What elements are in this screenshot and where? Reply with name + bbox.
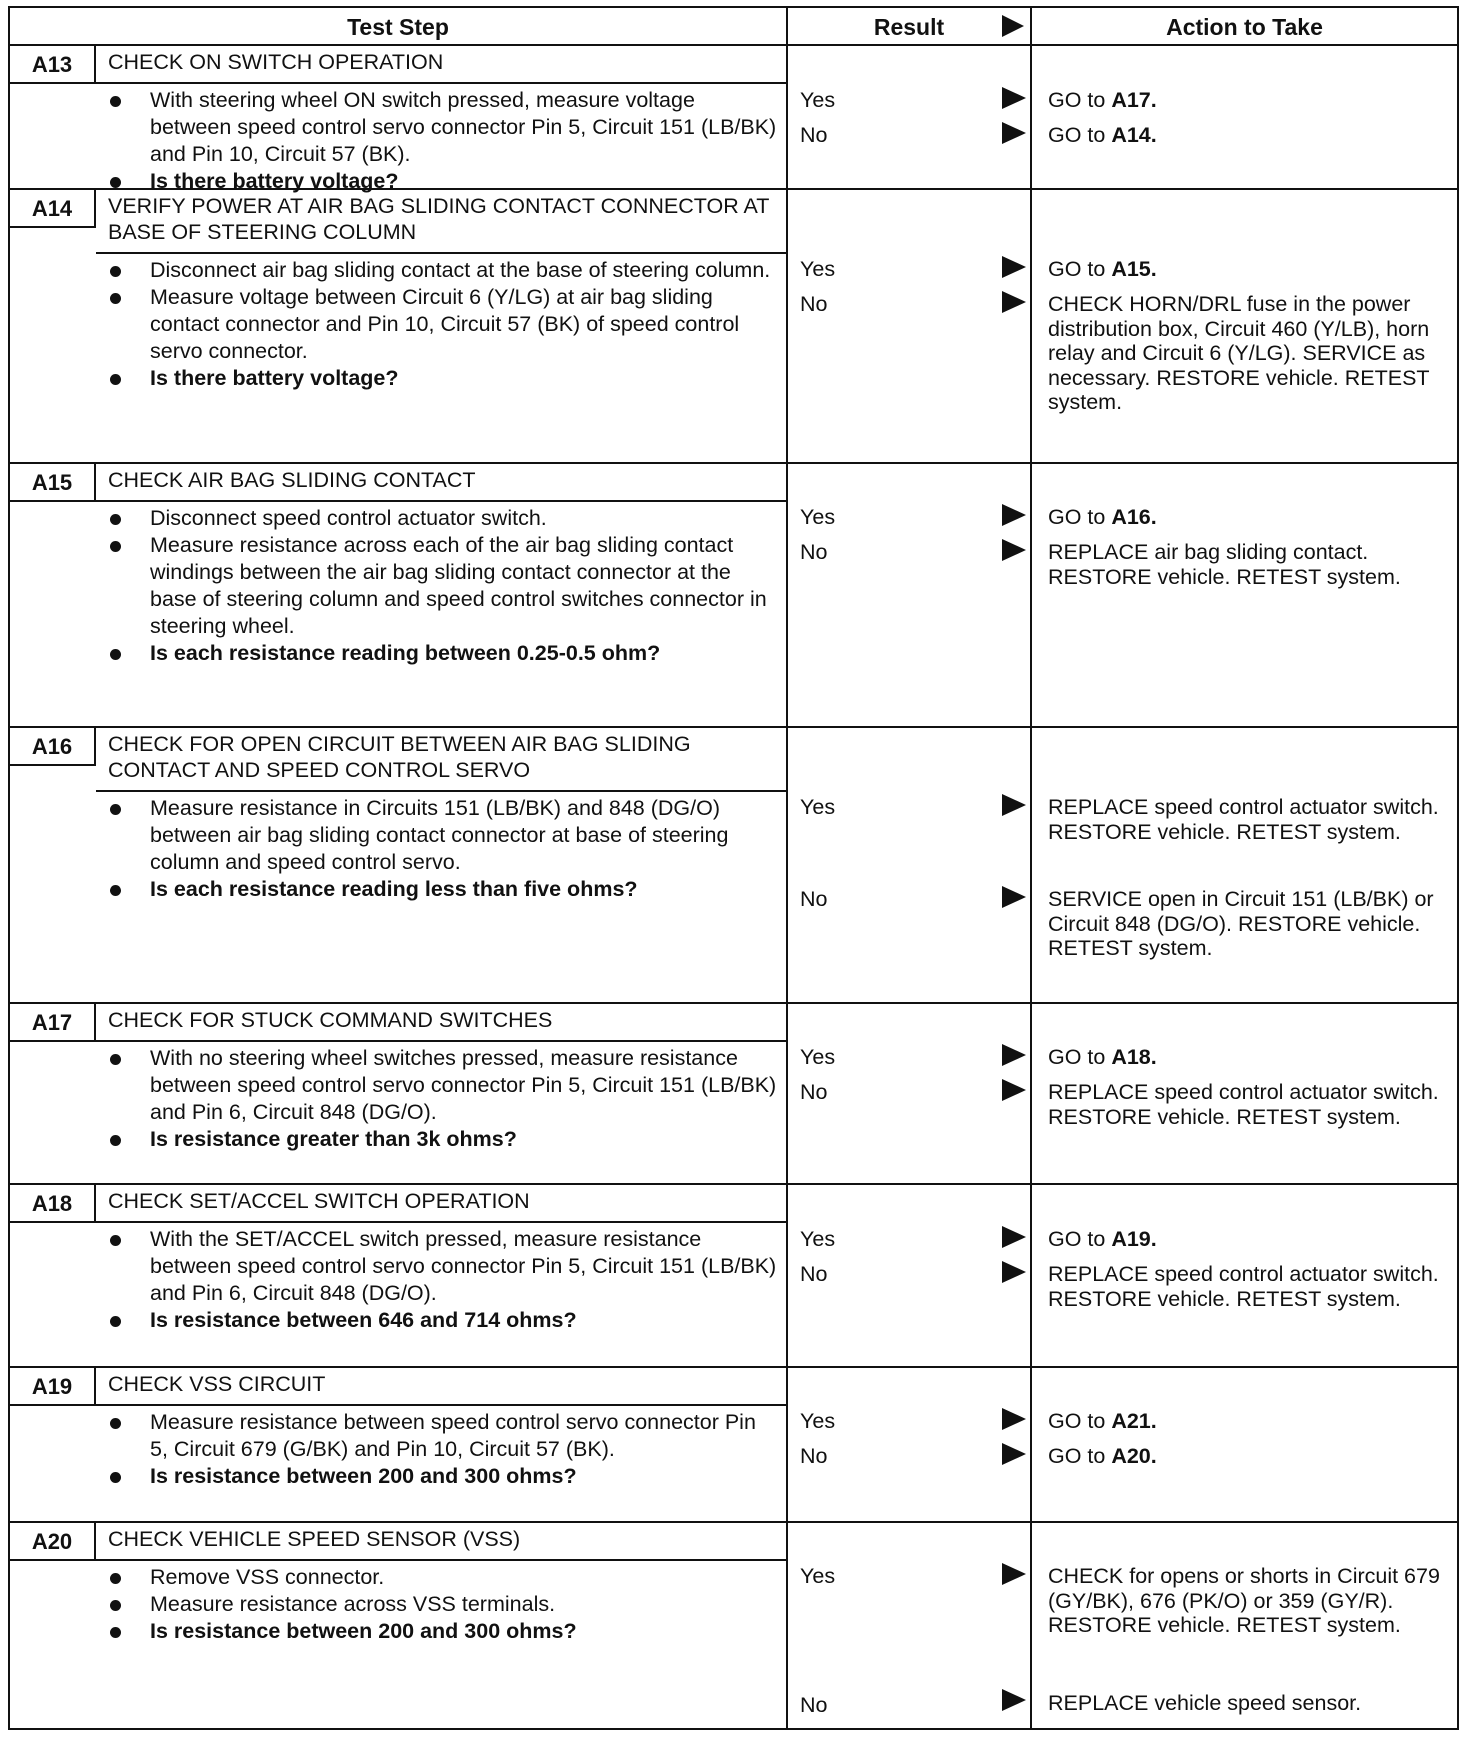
bullet-icon — [110, 177, 121, 188]
instruction-item — [10, 1564, 778, 1591]
instruction-item — [10, 257, 778, 284]
bullet-icon — [110, 96, 121, 107]
question-text: Is each resistance reading between 0.25-0.5 ohm? — [150, 641, 661, 665]
bullet-icon — [110, 885, 121, 896]
question-item — [10, 1618, 778, 1645]
action-text: GO to — [1048, 1444, 1112, 1468]
result-cell — [788, 728, 1032, 1002]
action-yes — [1048, 1227, 1455, 1252]
result-yes: Yes — [800, 1227, 836, 1251]
arrow-right-icon — [1002, 87, 1026, 109]
result-yes: Yes — [800, 88, 836, 112]
arrow-right-icon — [1002, 1408, 1026, 1430]
instruction-item — [10, 1226, 778, 1307]
action-no — [1048, 292, 1455, 415]
result-no: No — [800, 540, 828, 564]
instruction-text: With steering wheel ON switch pressed, measure voltage between speed control servo connector Pin 5, Circuit 151 (LB/BK) and Pin 10, Circuit 57 (BK). — [150, 88, 777, 166]
arrow-right-icon — [1002, 504, 1026, 526]
result-no: No — [800, 1693, 828, 1717]
step-instructions — [10, 1226, 778, 1334]
action-yes — [1048, 1045, 1455, 1070]
instruction-text: Measure resistance across VSS terminals. — [150, 1592, 556, 1616]
action-ref: A16. — [1111, 505, 1157, 529]
arrow-right-icon — [1002, 122, 1026, 144]
bullet-icon — [110, 293, 121, 304]
action-text: GO to — [1048, 88, 1112, 112]
arrow-right-icon — [1002, 1044, 1026, 1066]
step-cell — [10, 1185, 788, 1366]
instruction-text: With no steering wheel switches pressed, measure resistance between speed control servo connector Pin 5, Circuit 151 (LB/BK) and Pin 6, Circuit 848 (DG/O). — [150, 1046, 777, 1124]
instruction-item — [10, 1045, 778, 1126]
action-text: REPLACE speed control actuator switch. RESTORE vehicle. RETEST system. — [1048, 795, 1439, 844]
action-ref: A21. — [1111, 1409, 1157, 1433]
result-yes: Yes — [800, 505, 836, 529]
header-test-step: Test Step — [10, 8, 788, 46]
arrow-right-icon — [1002, 1261, 1026, 1283]
arrow-right-icon — [1002, 794, 1026, 816]
action-ref: A19. — [1111, 1227, 1157, 1251]
action-ref: A20. — [1111, 1444, 1157, 1468]
action-cell — [1032, 728, 1457, 1002]
action-cell — [1032, 46, 1457, 188]
action-yes — [1048, 88, 1455, 113]
action-ref: A15. — [1111, 257, 1157, 281]
question-text: Is there battery voltage? — [150, 169, 399, 193]
step-cell — [10, 190, 788, 462]
result-cell — [788, 1004, 1032, 1183]
question-item — [10, 640, 778, 667]
action-no — [1048, 1691, 1455, 1716]
step-instructions — [10, 1409, 778, 1490]
header-result — [788, 8, 1032, 46]
instruction-item — [10, 1591, 778, 1618]
question-text: Is resistance between 200 and 300 ohms? — [150, 1464, 577, 1488]
bullet-icon — [110, 1600, 121, 1611]
action-no — [1048, 1080, 1455, 1129]
action-yes — [1048, 795, 1455, 844]
arrow-right-icon — [1002, 15, 1024, 37]
step-id: A17 — [10, 1004, 96, 1042]
step-title: CHECK FOR OPEN CIRCUIT BETWEEN AIR BAG SLIDING CONTACT AND SPEED CONTROL SERVO — [96, 728, 786, 792]
step-row-a14 — [10, 190, 1457, 464]
action-text: GO to — [1048, 123, 1112, 147]
step-instructions — [10, 795, 778, 903]
question-item — [10, 1307, 778, 1334]
bullet-icon — [110, 514, 121, 525]
result-cell — [788, 190, 1032, 462]
action-text: GO to — [1048, 1045, 1112, 1069]
result-yes: Yes — [800, 1564, 836, 1588]
step-id: A20 — [10, 1523, 96, 1561]
action-text: GO to — [1048, 505, 1112, 529]
question-text: Is resistance between 200 and 300 ohms? — [150, 1619, 577, 1643]
action-ref: A18. — [1111, 1045, 1157, 1069]
question-item — [10, 1463, 778, 1490]
bullet-icon — [110, 1235, 121, 1246]
result-cell — [788, 464, 1032, 726]
bullet-icon — [110, 1472, 121, 1483]
bullet-icon — [110, 1627, 121, 1638]
action-text: REPLACE speed control actuator switch. RESTORE vehicle. RETEST system. — [1048, 1080, 1439, 1129]
action-cell — [1032, 1368, 1457, 1521]
step-row-a15 — [10, 464, 1457, 728]
action-text: SERVICE open in Circuit 151 (LB/BK) or Circuit 848 (DG/O). RESTORE vehicle. RETEST system. — [1048, 887, 1434, 960]
action-text: REPLACE air bag sliding contact. RESTORE vehicle. RETEST system. — [1048, 540, 1401, 589]
step-cell — [10, 1004, 788, 1183]
result-no: No — [800, 292, 828, 316]
question-item — [10, 876, 778, 903]
action-ref: A14. — [1111, 123, 1157, 147]
bullet-icon — [110, 1418, 121, 1429]
step-cell — [10, 464, 788, 726]
step-id: A19 — [10, 1368, 96, 1406]
step-instructions — [10, 87, 778, 195]
question-text: Is resistance greater than 3k ohms? — [150, 1127, 517, 1151]
step-cell — [10, 728, 788, 1002]
instruction-item — [10, 532, 778, 640]
arrow-right-icon — [1002, 539, 1026, 561]
question-text: Is resistance between 646 and 714 ohms? — [150, 1308, 577, 1332]
action-cell — [1032, 1004, 1457, 1183]
bullet-icon — [110, 649, 121, 660]
step-row-a16 — [10, 728, 1457, 1004]
question-text: Is there battery voltage? — [150, 366, 399, 390]
step-id: A18 — [10, 1185, 96, 1223]
action-no — [1048, 1444, 1455, 1469]
bullet-icon — [110, 804, 121, 815]
instruction-item — [10, 505, 778, 532]
result-no: No — [800, 123, 828, 147]
step-cell — [10, 1523, 788, 1728]
instruction-text: Disconnect air bag sliding contact at the base of steering column. — [150, 258, 771, 282]
action-no — [1048, 1262, 1455, 1311]
instruction-text: Disconnect speed control actuator switch. — [150, 506, 547, 530]
result-no: No — [800, 1444, 828, 1468]
step-id: A16 — [10, 728, 96, 766]
step-title: CHECK SET/ACCEL SWITCH OPERATION — [96, 1185, 786, 1223]
result-yes: Yes — [800, 257, 836, 281]
step-cell — [10, 46, 788, 193]
question-item — [10, 1126, 778, 1153]
header-action: Action to Take — [1032, 8, 1457, 46]
action-cell — [1032, 190, 1457, 462]
result-yes: Yes — [800, 1409, 836, 1433]
bullet-icon — [110, 1316, 121, 1327]
result-cell — [788, 1185, 1032, 1366]
arrow-right-icon — [1002, 1226, 1026, 1248]
arrow-right-icon — [1002, 1079, 1026, 1101]
action-text: REPLACE speed control actuator switch. RESTORE vehicle. RETEST system. — [1048, 1262, 1439, 1311]
step-id: A14 — [10, 190, 96, 228]
instruction-item — [10, 795, 778, 876]
action-ref: A17. — [1111, 88, 1157, 112]
instruction-item — [10, 87, 778, 168]
action-cell — [1032, 464, 1457, 726]
action-cell — [1032, 1185, 1457, 1366]
instruction-text: Measure voltage between Circuit 6 (Y/LG) at air bag sliding contact connector and Pin 10, Circuit 57 (BK) of speed control servo connector. — [150, 285, 740, 363]
action-text: REPLACE vehicle speed sensor. — [1048, 1691, 1362, 1715]
step-row-a17 — [10, 1004, 1457, 1185]
step-instructions — [10, 1564, 778, 1645]
step-title: CHECK AIR BAG SLIDING CONTACT — [96, 464, 786, 502]
step-title: CHECK ON SWITCH OPERATION — [96, 46, 786, 84]
result-no: No — [800, 1080, 828, 1104]
bullet-icon — [110, 374, 121, 385]
step-row-a20 — [10, 1523, 1457, 1728]
header-result-label: Result — [873, 14, 945, 40]
action-cell — [1032, 1523, 1457, 1728]
step-title: CHECK VSS CIRCUIT — [96, 1368, 786, 1406]
arrow-right-icon — [1002, 291, 1026, 313]
diagnostic-table — [8, 6, 1459, 1730]
action-no — [1048, 887, 1455, 961]
step-title: CHECK VEHICLE SPEED SENSOR (VSS) — [96, 1523, 786, 1561]
bullet-icon — [110, 1135, 121, 1146]
instruction-text: Remove VSS connector. — [150, 1565, 385, 1589]
result-cell — [788, 1523, 1032, 1728]
step-title: CHECK FOR STUCK COMMAND SWITCHES — [96, 1004, 786, 1042]
bullet-icon — [110, 1573, 121, 1584]
instruction-text: Measure resistance in Circuits 151 (LB/BK) and 848 (DG/O) between air bag sliding contact connector at base of steering column and speed control servo. — [150, 796, 729, 874]
action-yes — [1048, 1564, 1455, 1638]
result-cell — [788, 1368, 1032, 1521]
result-no: No — [800, 887, 828, 911]
question-text: Is each resistance reading less than five ohms? — [150, 877, 638, 901]
action-text: GO to — [1048, 1409, 1112, 1433]
result-yes: Yes — [800, 1045, 836, 1069]
arrow-right-icon — [1002, 1443, 1026, 1465]
arrow-right-icon — [1002, 256, 1026, 278]
step-id: A15 — [10, 464, 96, 502]
action-no — [1048, 123, 1455, 148]
step-row-a18 — [10, 1185, 1457, 1368]
action-text: CHECK for opens or shorts in Circuit 679 (GY/BK), 676 (PK/O) or 359 (GY/R). RESTORE vehicle. RETEST system. — [1048, 1564, 1440, 1637]
action-text: GO to — [1048, 1227, 1112, 1251]
action-text: GO to — [1048, 257, 1112, 281]
bullet-icon — [110, 1054, 121, 1065]
step-row-a13 — [10, 46, 1457, 193]
result-cell — [788, 46, 1032, 188]
action-yes — [1048, 505, 1455, 530]
step-instructions — [10, 1045, 778, 1153]
action-no — [1048, 540, 1455, 589]
action-yes — [1048, 1409, 1455, 1434]
result-yes: Yes — [800, 795, 836, 819]
arrow-right-icon — [1002, 1563, 1026, 1585]
instruction-text: Measure resistance across each of the air bag sliding contact windings between the air bag sliding contact connector at the base of steering column and speed control switches connector in steering wheel. — [150, 533, 767, 638]
instruction-text: With the SET/ACCEL switch pressed, measure resistance between speed control servo connector Pin 5, Circuit 151 (LB/BK) and Pin 6, Circuit 848 (DG/O). — [150, 1227, 777, 1305]
step-instructions — [10, 505, 778, 667]
instruction-item — [10, 1409, 778, 1463]
arrow-right-icon — [1002, 886, 1026, 908]
step-title: VERIFY POWER AT AIR BAG SLIDING CONTACT CONNECTOR AT BASE OF STEERING COLUMN — [96, 190, 786, 254]
action-text: CHECK HORN/DRL fuse in the power distribution box, Circuit 460 (Y/LB), horn relay and Circuit 6 (Y/LG). SERVICE as necessary. RESTORE vehicle. RETEST system. — [1048, 292, 1430, 414]
step-cell — [10, 1368, 788, 1521]
arrow-right-icon — [1002, 1689, 1026, 1711]
instruction-text: Measure resistance between speed control servo connector Pin 5, Circuit 679 (G/BK) and Pin 10, Circuit 57 (BK). — [150, 1410, 756, 1461]
result-no: No — [800, 1262, 828, 1286]
action-yes — [1048, 257, 1455, 282]
question-item — [10, 365, 778, 392]
bullet-icon — [110, 541, 121, 552]
bullet-icon — [110, 266, 121, 277]
instruction-item — [10, 284, 778, 365]
step-row-a19 — [10, 1368, 1457, 1523]
step-instructions — [10, 257, 778, 392]
step-id: A13 — [10, 46, 96, 84]
